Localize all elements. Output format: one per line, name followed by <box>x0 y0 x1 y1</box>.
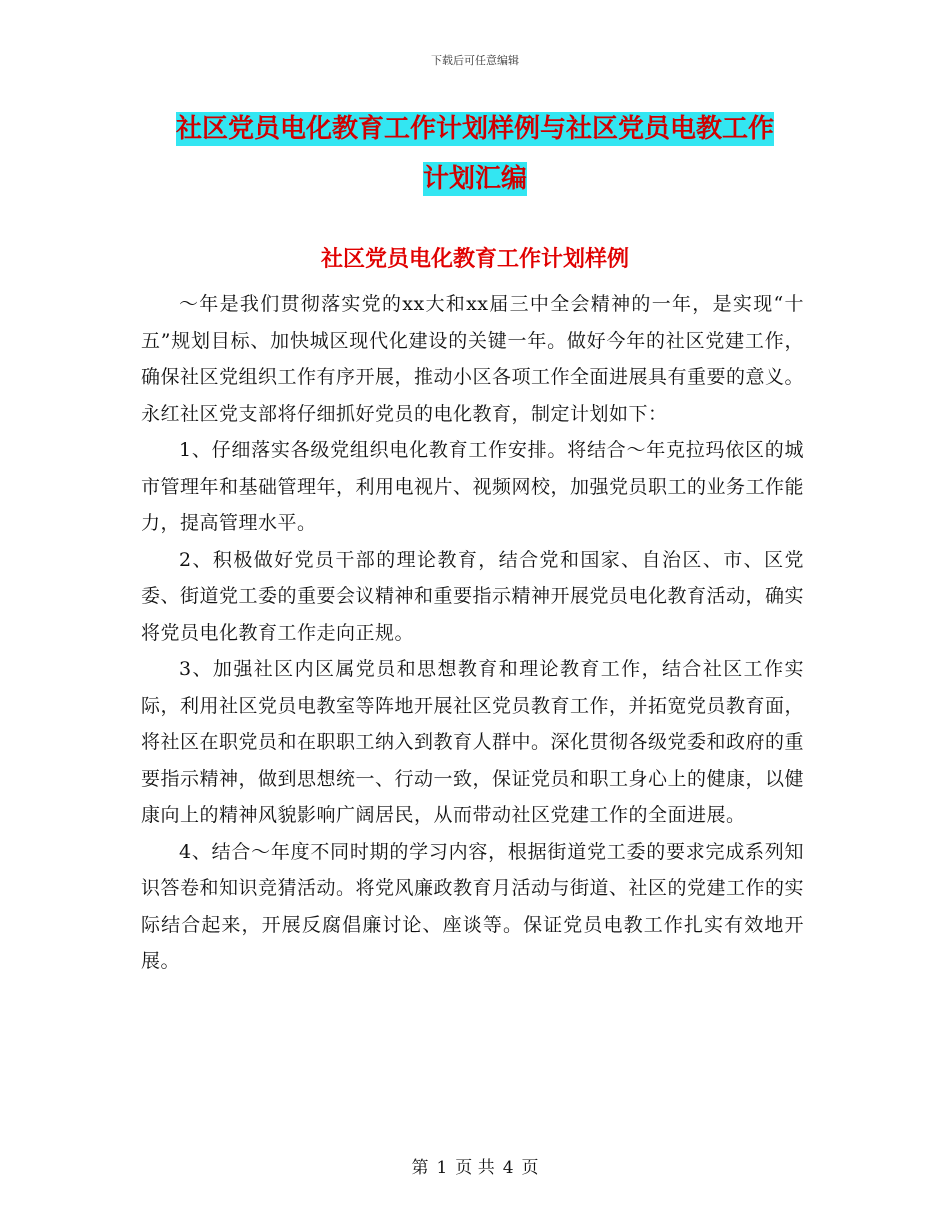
paragraph-item-4: 4、结合～年度不同时期的学习内容，根据街道党工委的要求完成系列知识答卷和知识竞猜活动。将党风廉政教育月活动与街道、社区的党建工作的实际结合起来，开展反腐倡廉讨论、座谈等。保证党员电教工作扎实有效地开展。 <box>141 840 805 972</box>
footer-suffix: 页 <box>521 1158 539 1178</box>
paragraph-item-3: 3、加强社区内区属党员和思想教育和理论教育工作，结合社区工作实际，利用社区党员电教室等阵地开展社区党员教育工作，并拓宽党员教育面，将社区在职党员和在职职工纳入到教育人群中。深化贯彻各级党委和政府的重要指示精神，做到思想统一、行动一致，保证党员和职工身心上的健康，以健康向上的精神风貌影响广阔居民，从而带动社区党建工作的全面进展。 <box>141 658 805 826</box>
footer-middle: 页 共 <box>455 1158 495 1178</box>
paragraph-item-2: 2、积极做好党员干部的理论教育，结合党和国家、自治区、市、区党委、街道党工委的重要会议精神和重要指示精神开展党员电化教育活动，确实将党员电化教育工作走向正规。 <box>141 548 805 644</box>
page-footer <box>0 1153 950 1178</box>
footer-total-pages: 4 <box>502 1158 514 1178</box>
title-line-1: 社区党员电化教育工作计划样例与社区党员电教工作 <box>175 114 774 144</box>
title-line-2: 计划汇编 <box>422 164 527 194</box>
header-note: 下载后可任意编辑 <box>431 54 519 67</box>
section-title: 社区党员电化教育工作计划样例 <box>320 246 629 272</box>
body-text <box>141 286 804 980</box>
paragraph-intro: ～年是我们贯彻落实党的xx大和xx届三中全会精神的一年，是实现“十五”规划目标、加快城区现代化建设的关键一年。做好今年的社区党建工作，确保社区党组织工作有序开展，推动小区各项工作全面进展具有重要的意义。永红社区党支部将仔细抓好党员的电化教育，制定计划如下： <box>141 293 805 425</box>
document-title <box>140 104 810 204</box>
paragraph-item-1: 1、仔细落实各级党组织电化教育工作安排。将结合～年克拉玛依区的城市管理年和基础管理年，利用电视片、视频网校，加强党员职工的业务工作能力，提高管理水平。 <box>141 439 805 534</box>
footer-page-number: 1 <box>436 1158 448 1178</box>
footer-prefix: 第 <box>411 1158 429 1178</box>
